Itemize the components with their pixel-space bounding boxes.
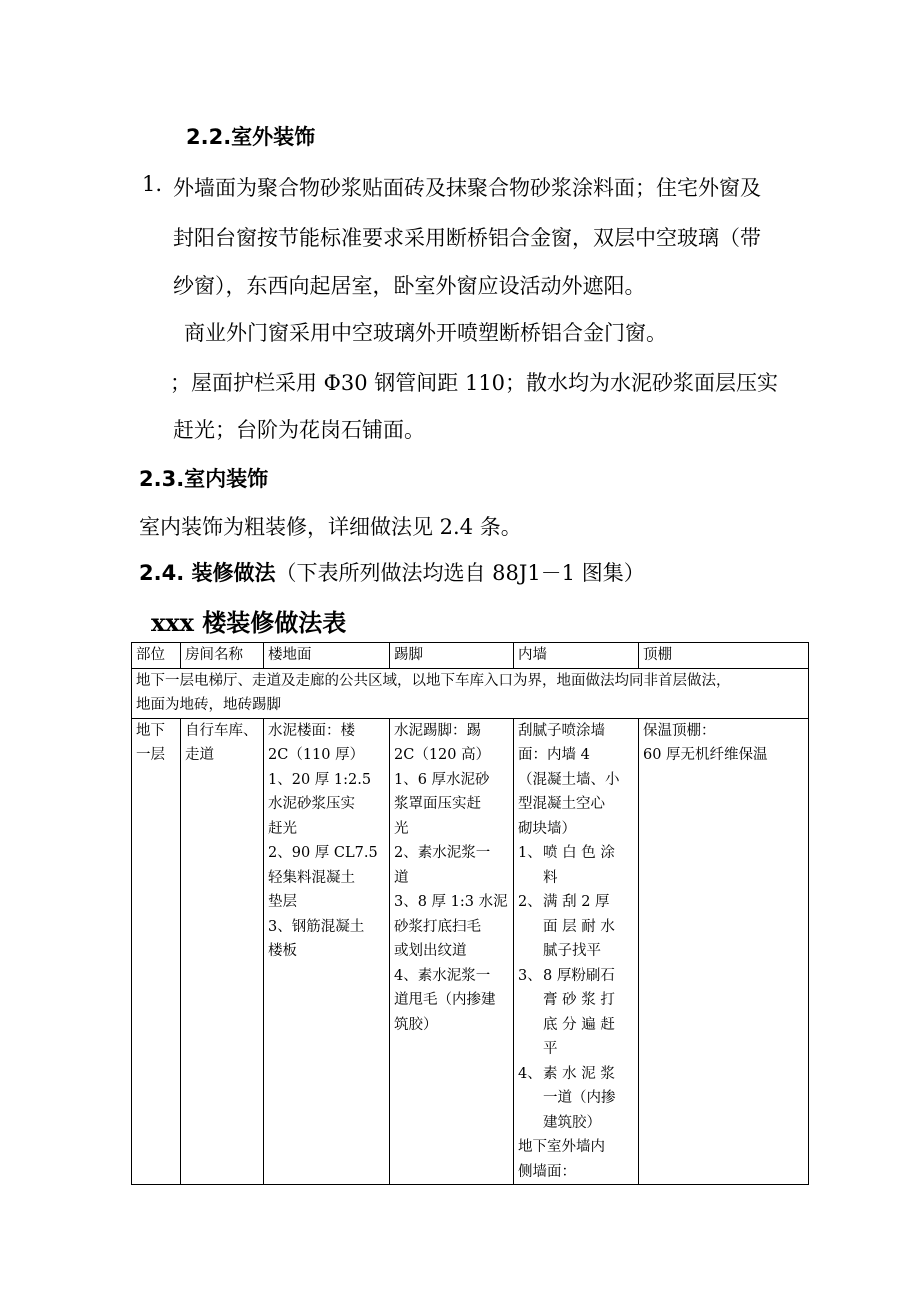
cell-line: 3、钢筋混凝土 (268, 918, 365, 935)
header-cell: 踢脚 (390, 643, 514, 669)
wall-step (518, 841, 634, 890)
cell-line: 1、6 厚水泥砂 (394, 771, 490, 788)
cell-line: 地下室外墙内 (518, 1139, 605, 1155)
cell-line: （混凝土墙、小 (518, 771, 620, 788)
cell-line: 1、20 厚 1:2.5 (268, 771, 372, 788)
table-note-row (132, 668, 809, 718)
cell-line: 或划出纹道 (394, 943, 467, 959)
cell-line: 垫层 (268, 894, 297, 910)
cell-line: 3、8 厚 1:3 水泥 (394, 894, 508, 910)
cell-line: 面 层 耐 水 (543, 918, 615, 935)
cell-line: 底 分 遍 赶 (543, 1016, 615, 1033)
cell-line: 刮腻子喷涂墙 (518, 722, 605, 739)
cell-line: 浆罩面压实赶 (394, 796, 481, 812)
cell-line: 素 水 泥 浆 (543, 1065, 615, 1082)
section-heading-2-4: 2.4. 装修做法 (139, 561, 276, 585)
header-cell: 部位 (132, 643, 181, 669)
section-heading-2-4-wrap (139, 557, 645, 587)
cell-line: 水泥踢脚：踢 (394, 722, 481, 739)
cell-line: 道 (394, 869, 409, 886)
table-header-row (132, 643, 809, 669)
table-title: xxx 楼装修做法表 (151, 608, 347, 637)
cell-line: 自行车库、 (185, 722, 258, 739)
paragraph-roof-cont: 赶光；台阶为花岗石铺面。 (173, 418, 425, 442)
cell-line: 满 刮 2 厚 (543, 894, 610, 910)
paragraph-commercial: 商业外门窗采用中空玻璃外开喷塑断桥铝合金门窗。 (184, 321, 667, 345)
header-cell: 内墙 (514, 643, 639, 669)
cell-line: 保温顶棚： (643, 722, 716, 739)
cell-line: 喷 白 色 涂 (543, 845, 615, 861)
step-number: 1、 (518, 845, 542, 861)
note-line: 地下一层电梯厅、走道及走廊的公共区域，以地下车库入口为界，地面做法均同非首层做法， (136, 672, 731, 689)
cell-line: 赶光 (268, 820, 297, 837)
cell-line: 筑胶） (394, 1016, 438, 1033)
note-cell (132, 668, 809, 718)
header-cell: 房间名称 (181, 643, 264, 669)
skirting-cell (390, 718, 514, 1185)
wall-step (518, 890, 634, 964)
step-number: 3、 (518, 967, 542, 984)
floor-cell (264, 718, 390, 1185)
decoration-table (131, 642, 809, 1185)
note-line: 地面为地砖，地砖踢脚 (136, 697, 281, 713)
wall-step (518, 964, 634, 1062)
paragraph-line: 封阳台窗按节能标准要求采用断桥铝合金窗，双层中空玻璃（带 (173, 226, 761, 250)
paragraph-line: 纱窗），东西向起居室，卧室外窗应设活动外遮阳。 (173, 274, 646, 298)
cell-line: 型混凝土空心 (518, 796, 605, 812)
step-number: 2、 (518, 894, 542, 910)
location-cell (132, 718, 181, 1185)
cell-line: 光 (394, 820, 409, 837)
cell-line: 砂浆打底扫毛 (394, 918, 481, 935)
cell-line: 地下 (136, 722, 165, 739)
table-row (132, 718, 809, 1185)
header-cell: 顶棚 (639, 643, 809, 669)
section-heading-2-3: 2.3.室内装饰 (139, 467, 269, 491)
room-cell (181, 718, 264, 1185)
paragraph-line: 外墙面为聚合物砂浆贴面砖及抹聚合物砂浆涂料面；住宅外窗及 (173, 176, 761, 200)
cell-line: 2、90 厚 CL7.5 (268, 845, 378, 861)
paragraph-interior: 室内装饰为粗装修，详细做法见 2.4 条。 (139, 515, 522, 539)
list-number: 1. (142, 172, 163, 196)
step-number: 4、 (518, 1065, 542, 1082)
cell-line: 水泥砂浆压实 (268, 796, 355, 812)
cell-line: 楼板 (268, 943, 297, 959)
cell-line: 腻子找平 (543, 943, 601, 959)
wall-step (518, 1062, 634, 1136)
cell-line: 平 (543, 1041, 558, 1057)
section-subtitle: （下表所列做法均选自 88J1－1 图集） (275, 561, 645, 585)
cell-line: 砌块墙） (518, 820, 576, 837)
cell-line: 一层 (136, 747, 165, 763)
cell-line: 2C（120 高） (394, 747, 491, 763)
cell-line: 料 (543, 869, 558, 886)
cell-line: 水泥楼面：楼 (268, 722, 355, 739)
ceiling-cell (639, 718, 809, 1185)
wall-cell (514, 718, 639, 1185)
cell-line: 一道（内掺 (543, 1090, 616, 1106)
cell-line: 走道 (185, 747, 214, 763)
cell-line: 建筑胶） (543, 1114, 601, 1131)
section-heading-2-2: 2.2.室外装饰 (186, 125, 316, 149)
cell-line: 面：内墙 4 (518, 747, 590, 763)
cell-line: 侧墙面： (518, 1163, 576, 1180)
cell-line: 2、素水泥浆一 (394, 845, 491, 861)
paragraph-roof: ；屋面护栏采用 Φ30 钢管间距 110；散水均为水泥砂浆面层压实 (170, 371, 779, 395)
cell-line: 4、素水泥浆一 (394, 967, 491, 984)
cell-line: 道甩毛（内掺建 (394, 992, 496, 1008)
cell-line: 2C（110 厚） (268, 747, 365, 763)
cell-line: 8 厚粉刷石 (543, 967, 615, 984)
header-cell: 楼地面 (264, 643, 390, 669)
cell-line: 60 厚无机纤维保温 (643, 747, 768, 763)
cell-line: 轻集料混凝土 (268, 869, 355, 886)
cell-line: 膏 砂 浆 打 (543, 992, 615, 1008)
